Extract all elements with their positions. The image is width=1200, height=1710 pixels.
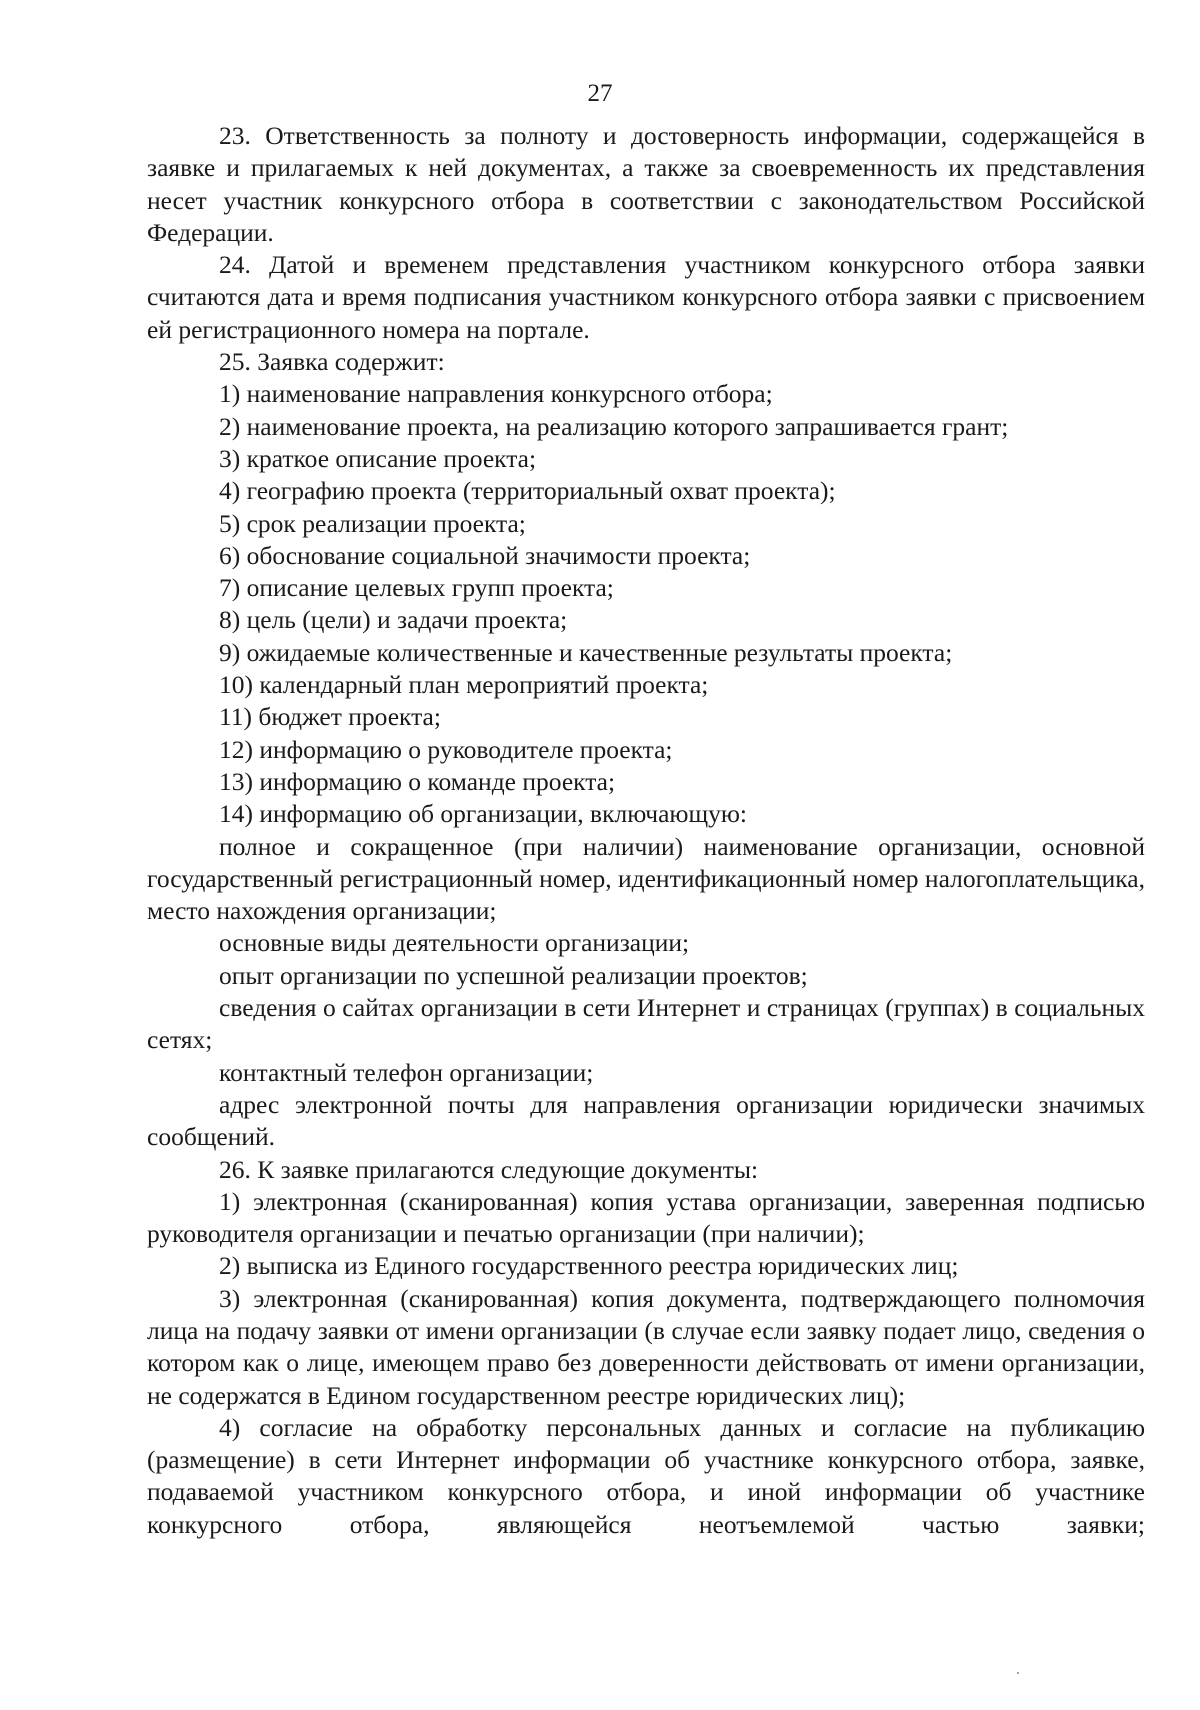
list-item-25-13: 13) информацию о команде проекта;	[219, 766, 616, 796]
list-item-25-8: 8) цель (цели) и задачи проекта;	[219, 605, 568, 635]
document-body	[147, 120, 1145, 1541]
org-info-experience: опыт организации по успешной реализации проектов;	[219, 960, 808, 990]
scan-speck	[1017, 1672, 1019, 1674]
list-item-26-2: 2) выписка из Единого государственного реестра юридических лиц;	[219, 1251, 959, 1281]
list-item-25-10: 10) календарный план мероприятий проекта;	[219, 670, 709, 700]
list-item-25-7: 7) описание целевых групп проекта;	[219, 573, 614, 603]
paragraph-24: 24. Датой и временем представления участником конкурсного отбора заявки считаются дата и время подписания участником конкурсного отбора заявки с присвоением ей регистрационного номера на портале.	[147, 250, 1145, 344]
list-item-26-4: 4) согласие на обработку персональных данных и согласие на публикацию (размещение) в сети Интернет информации об участнике конкурсного отбора, заявке, подаваемой участником конкурсного отбора, и иной информации об участнике конкурсного отбора, являющейся неотъемлемой частью заявки;	[147, 1412, 1145, 1539]
list-item-25-11: 11) бюджет проекта;	[219, 702, 441, 732]
paragraph-25: 25. Заявка содержит:	[219, 347, 445, 377]
list-item-26-1: 1) электронная (сканированная) копия устава организации, заверенная подписью руководителя организации и печатью организации (при наличии);	[147, 1186, 1145, 1249]
list-item-25-3: 3) краткое описание проекта;	[219, 443, 537, 473]
list-item-25-4: 4) географию проекта (территориальный охват проекта);	[219, 476, 836, 506]
list-item-25-1: 1) наименование направления конкурсного отбора;	[219, 379, 773, 409]
list-item-25-6: 6) обоснование социальной значимости проекта;	[219, 540, 751, 570]
org-info-websites: сведения о сайтах организации в сети Интернет и страницах (группах) в социальных сетях;	[147, 993, 1145, 1055]
org-info-activities: основные виды деятельности организации;	[219, 928, 690, 958]
org-info-name: полное и сокращенное (при наличии) наименование организации, основной государственный регистрационный номер, идентификационный номер налогоплательщика, место нахождения организации;	[147, 831, 1145, 926]
list-item-25-9: 9) ожидаемые количественные и качественные результаты проекта;	[219, 637, 953, 667]
list-item-25-12: 12) информацию о руководителе проекта;	[219, 734, 673, 764]
page-number: 27	[587, 80, 613, 107]
list-item-25-5: 5) срок реализации проекта;	[219, 508, 526, 538]
list-item-25-14: 14) информацию об организации, включающую:	[219, 799, 747, 829]
org-info-phone: контактный телефон организации;	[219, 1057, 594, 1087]
list-item-26-3: 3) электронная (сканированная) копия документа, подтверждающего полномочия лица на подачу заявки от имени организации (в случае если заявку подает лицо, сведения о котором как о лице, имеющем право без доверенности действовать от имени организации, не содержатся в Едином государственном реестре юридических лиц);	[147, 1283, 1145, 1410]
paragraph-26: 26. К заявке прилагаются следующие документы:	[219, 1154, 759, 1184]
paragraph-23: 23. Ответственность за полноту и достоверность информации, содержащейся в заявке и прилагаемых к ней документах, а также за своевременность их представления несет участник конкурсного отбора в соответствии с законодательством Российской Федерации.	[147, 121, 1145, 247]
org-info-email: адрес электронной почты для направления организации юридически значимых сообщений.	[147, 1089, 1145, 1152]
list-item-25-2: 2) наименование проекта, на реализацию которого запрашивается грант;	[219, 411, 1009, 441]
